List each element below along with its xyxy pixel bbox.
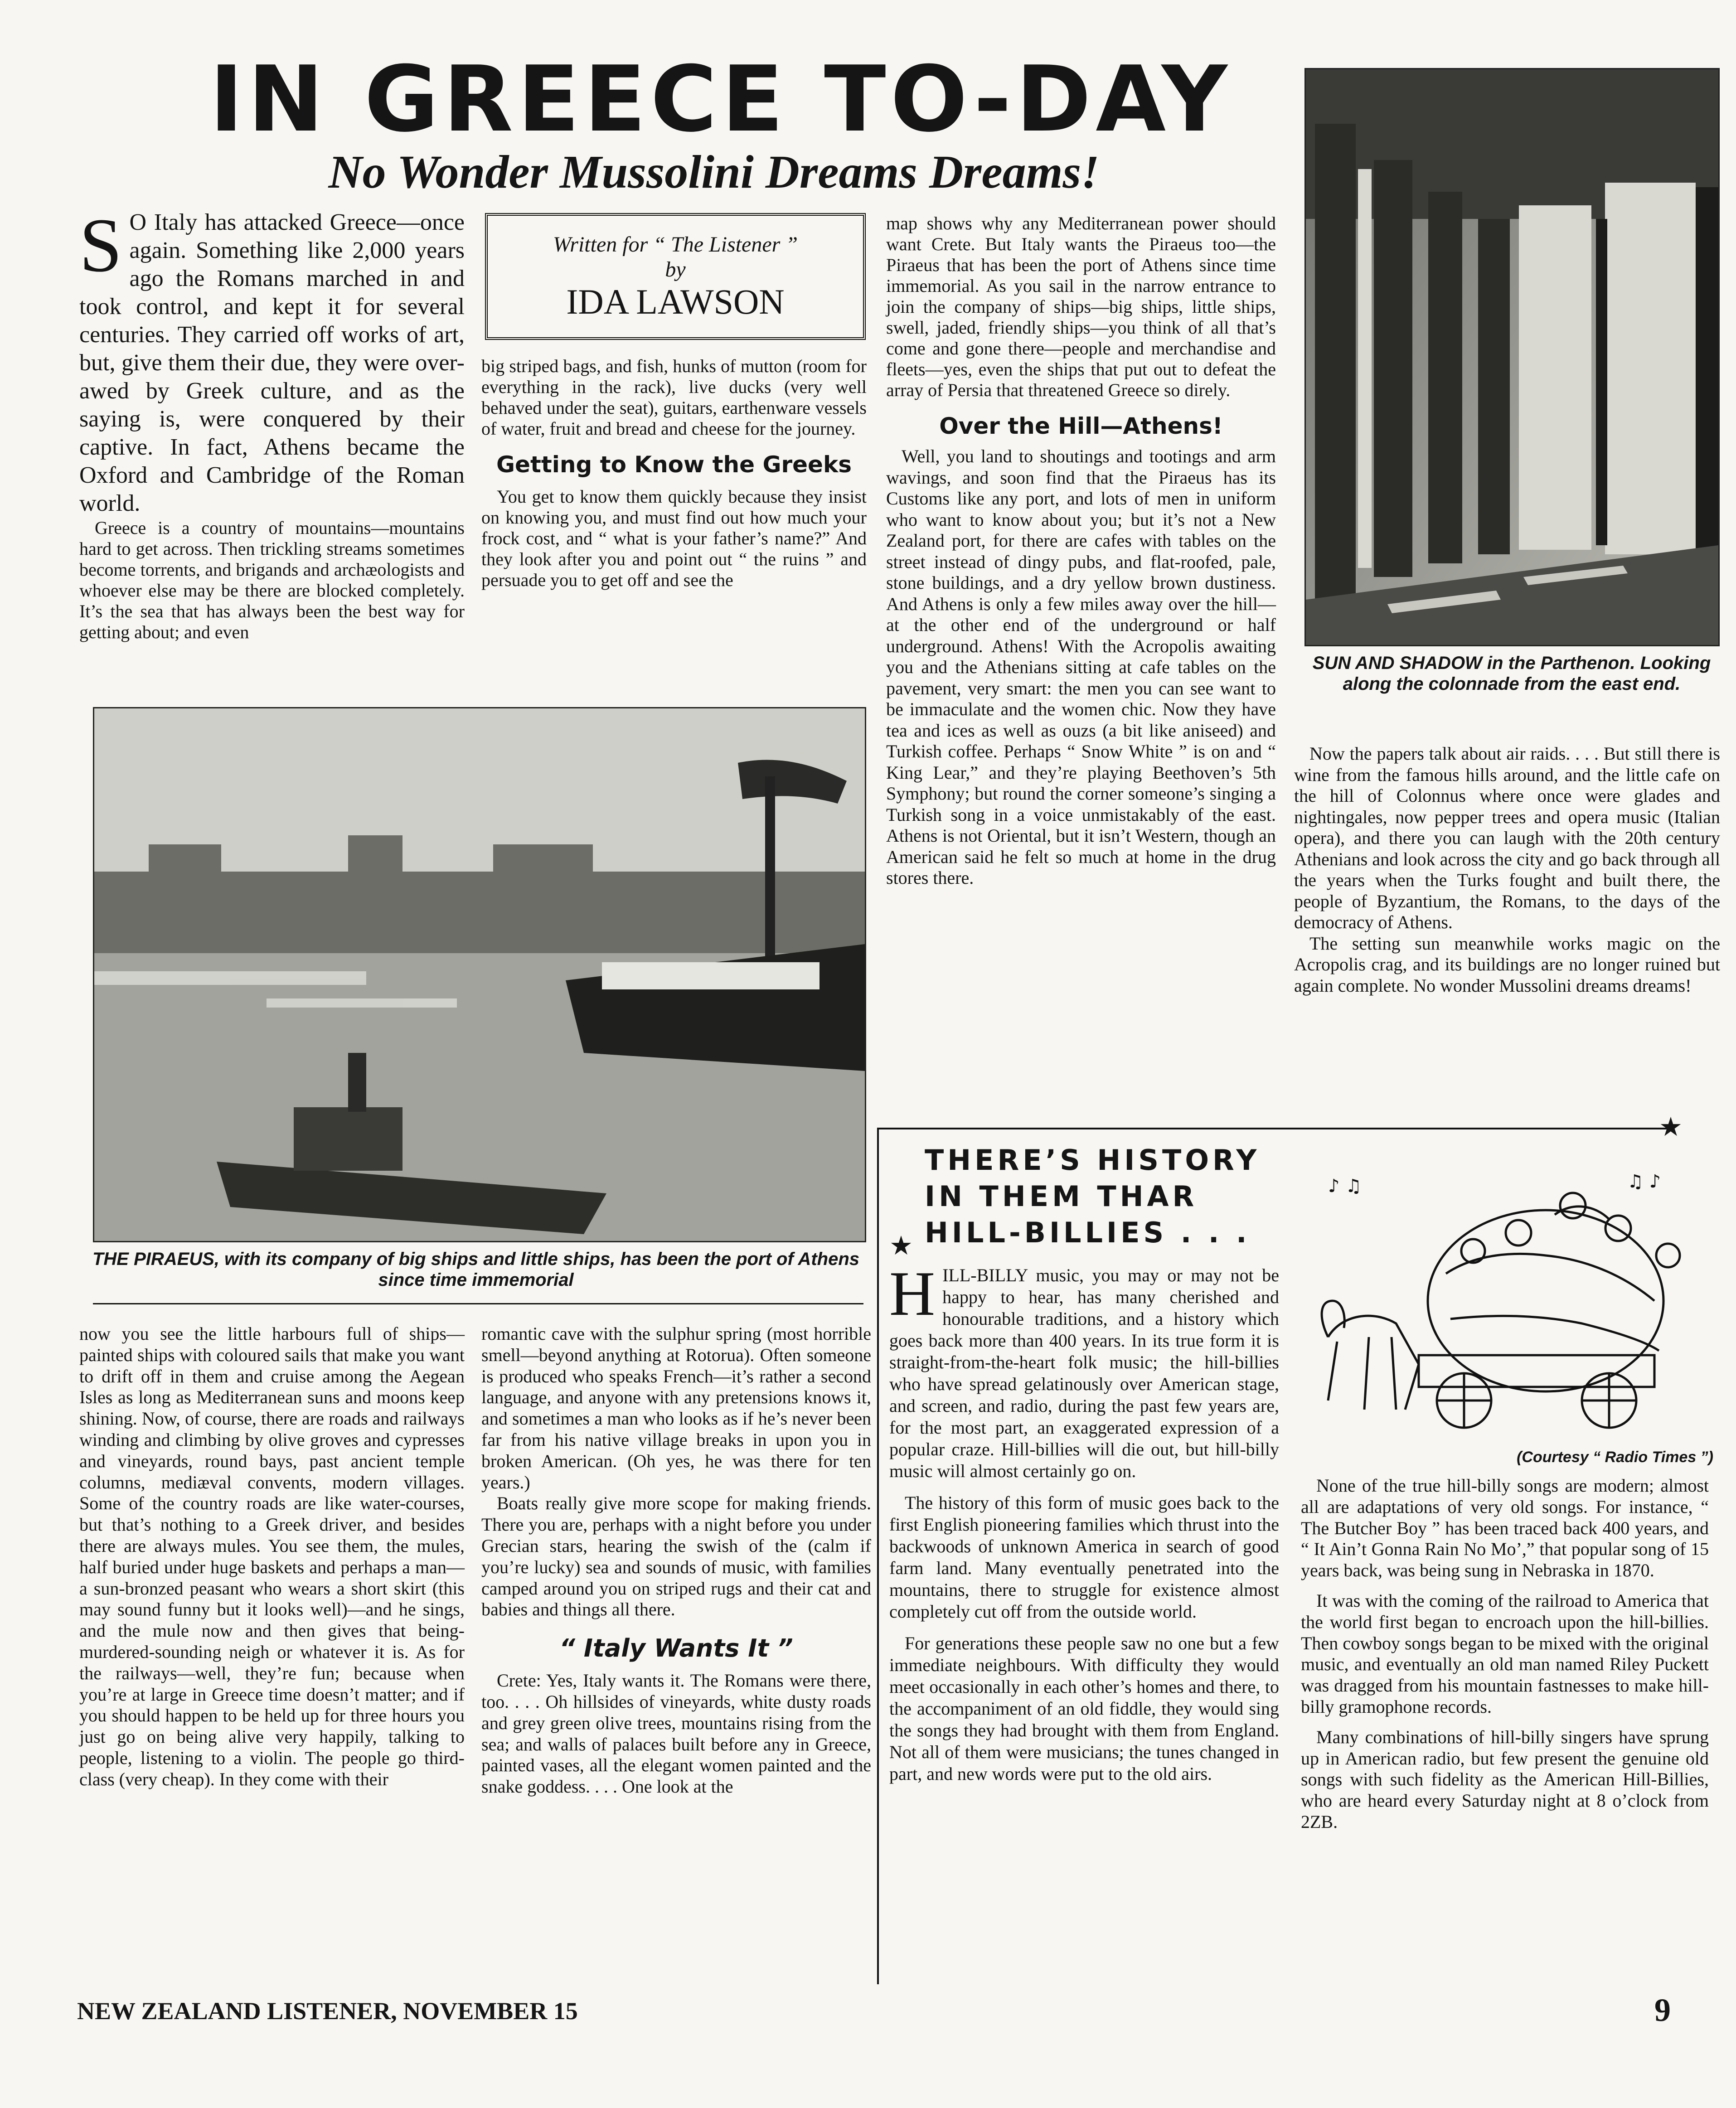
sidebar-title [925, 1142, 1278, 1251]
article-column-2-top [481, 356, 867, 591]
page-number: 9 [1654, 1992, 1671, 2028]
hay-wagon-drawing [1301, 1165, 1713, 1441]
subheadline: No Wonder Mussolini Dreams Dreams! [328, 146, 1100, 198]
byline-written-for: Written for “ The Listener ” [553, 233, 798, 257]
parthenon-image [1306, 69, 1718, 645]
article-p-airraids: Now the papers talk about air raids. . . . But still there is wine from the famous hills around, and the little cafe on the hill of Colonnus where once were glades and nightingales, now pepper trees and opera music (Italian opera), and there you can laugh with the 20th century Athenians and look across the city and go back through all the years when the Turks fought and built there, the people of Byzantium, the Romans, to the days of the democracy of Athens. [1294, 743, 1720, 932]
byline-box [485, 213, 866, 340]
article-p-boats: Boats really give more scope for making friends. There you are, perhaps with a night before you under Grecian stars, hearing the swish of the (calm if you’re lucky) sea and sounds of music, with families camped around you on striped rugs and their cat and babies and things all there. [481, 1493, 871, 1620]
article-column-1-bottom [79, 1323, 465, 1790]
article-p-sunset: The setting sun meanwhile works magic on the Acropolis crag, and its buildings are no longer ruined but again complete. No wonder Mussolini dreams dreams! [1294, 933, 1720, 996]
article-p-crete: Crete: Yes, Italy wants it. The Romans were there, too. . . . Oh hillsides of vineyards, white dusty roads and grey green olive trees, mountains rising from the sea; and walls of palaces built before any in Greece, painted vases, all the elegant women painted and the snake goddess. . . . One look at the [481, 1670, 871, 1797]
sidebar-left-rule [877, 1128, 879, 1984]
sidebar-title-line-3: HILL-BILLIES . . . [925, 1216, 1251, 1249]
hillbilly-illustration [1301, 1165, 1713, 1441]
illustration-credit: (Courtesy “ Radio Times ”) [1517, 1449, 1713, 1466]
article-col2-top: big striped bags, and fish, hunks of mutton (room for everything in the rack), live ducks (very well behaved under the seat), guitars, earthenware vessels of water, fruit and bread and cheese for the journey. [481, 356, 867, 439]
byline-author: IDA LAWSON [566, 282, 785, 321]
sidebar-top-rule [877, 1128, 1668, 1129]
article-column-4 [1294, 743, 1720, 996]
svg-text:♫ ♪: ♫ ♪ [1627, 1171, 1661, 1192]
drop-cap-s: S [79, 203, 122, 288]
heading-italy: “ Italy Wants It ” [559, 1634, 793, 1663]
sidebar-column-2 [1301, 1475, 1709, 1833]
heading-athens: Over the Hill—Athens! [939, 413, 1223, 439]
footer-publication: NEW ZEALAND LISTENER, NOVEMBER 15 [77, 1997, 578, 2025]
piraeus-image [94, 708, 865, 1241]
heading-greeks: Getting to Know the Greeks [496, 451, 852, 478]
sidebar-title-line-2: IN THEM THAR [925, 1180, 1198, 1213]
sidebar-p6: Many combinations of hill-billy singers have sprung up in American radio, but few present the genuine old songs with such fidelity as the American Hill-Billies, who are heard every Saturday night at 8 o’clock from 2ZB. [1301, 1726, 1709, 1832]
article-p-athens: Well, you land to shoutings and tootings and arm wavings, and soon find that the Piraeus has its Customs like any port, and lots of men in uniform who want to know about you; but it’s not a New Zealand port, for there are cafes with tables on the street instead of dingy pubs, and flat-roofed, pale, stone buildings, and a dry yellow brown dustiness. And Athens is only a few miles away over the hill—at the other end of the underground or half underground. Athens! With the Acropolis awaiting you and the Athenians sitting at cafe tables on the pavement, very smart: the men you can see want to be immaculate and the women chic. Now they have tea and ices as well as ouzs (a bit like aniseed) and Turkish coffee. Perhaps “ Snow White ” is on and “ King Lear,” and they’re playing Beethoven’s 5th Symphony; but round the corner someone’s singing a Turkish song in a voice unmistakably of the east. Athens is not Oriental, but it isn’t Western, though an American said he felt so much at home in the drug stores there. [886, 446, 1276, 888]
article-p-greeks: You get to know them quickly because they insist on knowing you, and must find out how much your frock cost, and “ what is your father’s name?” And they look after you and point out “ the ruins ” and persuade you to get off and see the [481, 486, 867, 590]
sidebar-p3: For generations these people saw no one but a few immediate neighbours. With difficulty they would meet occasionally in each other’s homes and there, to the accompaniment of an old fiddle, they would sing the songs they had brought with them from England. Not all of them were musicians; the tunes changed in part, and new words were put to the old airs. [889, 1633, 1279, 1784]
article-p-mountains: Greece is a country of mountains—mountains hard to get across. Then trickling streams sometimes become torrents, and brigands and archæologists and whoever else may be there are blocked completely. It’s the sea that has always been the best way for getting about; and even [79, 518, 465, 642]
article-column-2-bottom [481, 1323, 871, 1798]
star-icon: ★ [889, 1231, 913, 1260]
caption-rule [93, 1303, 863, 1304]
sidebar-p2: The history of this form of music goes back to the first English pioneering families which thrust into the backwoods of unknown America in search of good farm land. Many eventually penetrated into the mountains, there to struggle for existence almost completely cut off from the outside world. [889, 1493, 1279, 1622]
article-col3-top: map shows why any Mediterranean power should want Crete. But Italy wants the Piraeus too—the Piraeus that has been the port of Athens since time immemorial. As you sail in the narrow entrance to join the company of ships—big ships, little ships, swell, jaded, friendly ships—you think of all that’s come and gone there—people and merchandise and fleets—yes, even the ships that put out to defeat the array of Persia that threatened Greece so direly. [886, 213, 1276, 400]
piraeus-caption: THE PIRAEUS, with its company of big ships and little ships, has been the port of Athens since time immemorial [92, 1249, 859, 1290]
parthenon-caption: SUN AND SHADOW in the Parthenon. Looking along the colonnade from the east end. [1312, 653, 1711, 694]
svg-text:♪ ♫: ♪ ♫ [1328, 1176, 1362, 1197]
headline: IN GREECE TO-DAY [209, 47, 1232, 152]
piraeus-photo [93, 707, 866, 1242]
article-column-3 [886, 213, 1276, 889]
article-intro: O Italy has attacked Greece—once again. Something like 2,000 years ago the Romans marched in and took control, and kept it for several centuries. They carried off works of art, but, give them their due, they were over-awed by Greek culture, and as the saying is, were conquered by their captive. In fact, Athens became the Oxford and Cambridge of the Roman world. [79, 209, 465, 516]
sidebar-p1: ILL-BILLY music, you may or may not be happy to hear, has many cherished and honourable traditions, and a history which goes back more than 400 years. In its true form it is straight-from-the-heart folk music; the hill-billies who have spread gelatinously over American stage, and screen, and radio, during the past few years are, for the most part, an exaggerated expression of a popular craze. Hill-billies will die out, but hill-billy music will almost certainly go on. [889, 1265, 1279, 1481]
drop-cap-h: H [889, 1259, 936, 1329]
article-p-cave: romantic cave with the sulphur spring (most horrible smell—beyond anything at Rotorua). Often someone is produced who speaks French—it’s rather a second language, and anyone with any pretensions knows it, and sometimes a man who looks as if he’s never been far from his native village breaks in upon you in broken American. (Oh yes, he was there for ten years.) [481, 1323, 871, 1493]
sidebar-title-line-1: THERE’S HISTORY [925, 1144, 1261, 1177]
sidebar-p4: None of the true hill-billy songs are modern; almost all are adaptations of very old songs. For instance, “ The Butcher Boy ” has been traced back 400 years, and “ It Ain’t Gonna Rain No Mo’,” that popular song of 15 years back, was being sung in Nebraska in 1870. [1301, 1475, 1709, 1581]
star-icon: ★ [1659, 1112, 1683, 1142]
sidebar-column-1 [889, 1259, 1279, 1785]
article-column-1-top [79, 203, 465, 643]
parthenon-photo [1304, 68, 1720, 646]
article-p-harbours: now you see the little harbours full of ships—painted ships with coloured sails that make you want to drift off in them and cruise among the Aegean Isles as long as Mediterranean suns and moons keep shining. Now, of course, there are roads and railways winding and climbing by olive groves and cypresses and vineyards, round bays, past ancient temple columns, mediæval convents, modern villages. Some of the country roads are like water-courses, but that’s nothing to a Greek driver, and besides there are always mules. You see them, the mules, half buried under huge baskets and perhaps a man—a sun-bronzed peasant who wears a short skirt (this may sound funny but it looks well)—and he sings, and the mule now and then gives that being-murdered-sounding neigh or whatever it is. As for the railways—well, they’re fun; because when you’re at large in Greece time doesn’t matter; and if you should happen to be held up for three hours you just go on being alive very happily, talking to people, listening to a violin. The people go third-class (very cheap). In they come with their [79, 1323, 465, 1789]
byline-by: by [665, 257, 686, 281]
sidebar-p5: It was with the coming of the railroad to America that the world first began to encroach upon the hill-billies. Then cowboy songs began to be mixed with the original music, and eventually an old man named Riley Puckett was dragged from his mountain fastnesses to make hill-billy gramophone records. [1301, 1590, 1709, 1717]
